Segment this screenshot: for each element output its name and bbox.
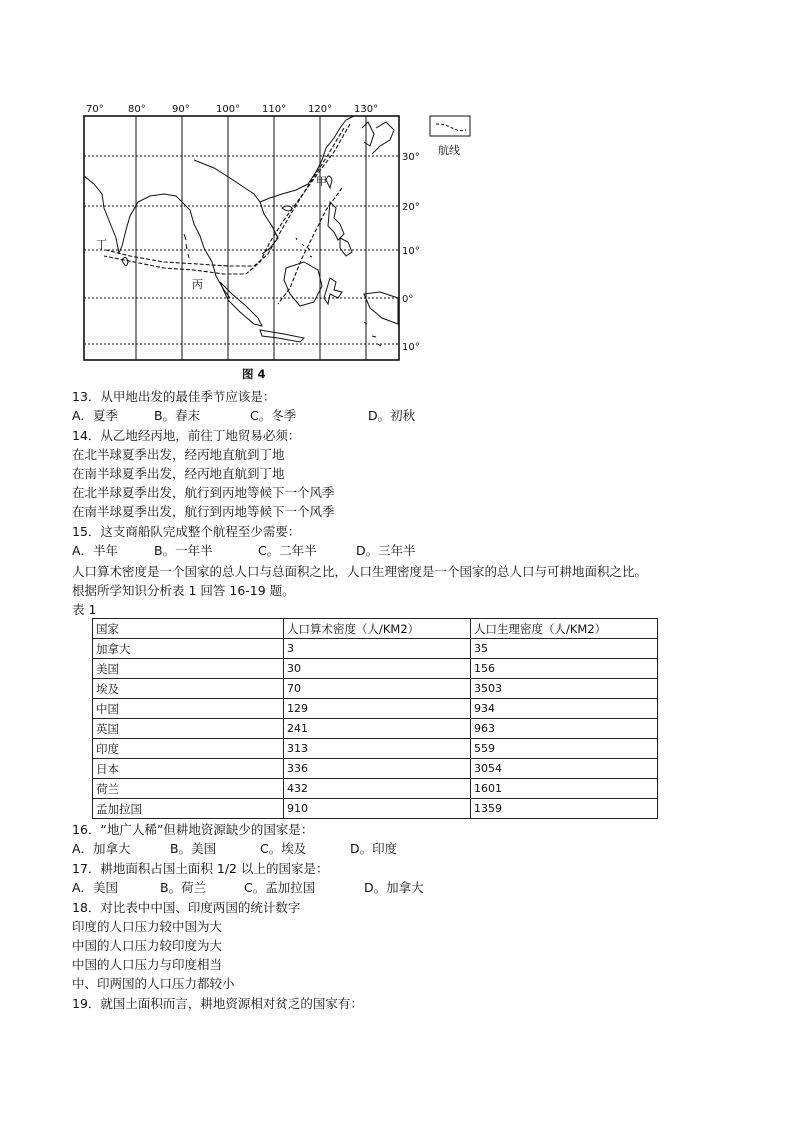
table-header: 人口生理密度（人/KM2） — [471, 619, 658, 639]
country-cell: 印度 — [93, 739, 284, 759]
question-16: 16．“地广人稀”但耕地资源缺少的国家是： — [72, 822, 314, 837]
option: C。孟加拉国 — [244, 880, 316, 895]
option: C。埃及 — [260, 841, 307, 856]
option: A．加拿大 — [72, 841, 131, 856]
arith-density-cell: 3 — [284, 639, 471, 659]
table-row — [93, 679, 658, 699]
parallel-lines — [84, 156, 399, 344]
question-16-options — [72, 840, 397, 858]
country-cell: 埃及 — [93, 679, 284, 699]
arith-density-cell: 241 — [284, 719, 471, 739]
arith-density-cell: 30 — [284, 659, 471, 679]
question-14: 14．从乙地经丙地，前往丁地贸易必须： — [72, 428, 301, 443]
physio-density-cell: 35 — [471, 639, 658, 659]
population-density-table — [92, 618, 658, 819]
lon-label: 130° — [354, 104, 379, 115]
country-cell: 中国 — [93, 699, 284, 719]
choice: 中、印两国的人口压力都较小 — [72, 976, 235, 991]
question-13: 13．从甲地出发的最佳季节应该是： — [72, 389, 276, 404]
table-row — [93, 719, 658, 739]
table-header-row — [93, 619, 658, 639]
physio-density-cell: 934 — [471, 699, 658, 719]
question-13-options — [72, 407, 415, 425]
physio-density-cell: 3503 — [471, 679, 658, 699]
country-cell: 荷兰 — [93, 779, 284, 799]
route-map-figure — [64, 98, 484, 383]
option: C。二年半 — [258, 543, 317, 558]
arith-density-cell: 910 — [284, 799, 471, 819]
option: B。美国 — [170, 841, 217, 856]
table-row — [93, 659, 658, 679]
table-label: 表 1 — [72, 602, 97, 617]
country-cell: 美国 — [93, 659, 284, 679]
table-header: 国家 — [93, 619, 284, 639]
country-cell: 孟加拉国 — [93, 799, 284, 819]
table-row — [93, 699, 658, 719]
option: A．半年 — [72, 543, 119, 558]
option: D。印度 — [350, 841, 398, 856]
lat-label: 10° — [402, 246, 420, 257]
choice: 在南半球夏季出发，航行到丙地等候下一个风季 — [72, 504, 335, 519]
lon-label: 110° — [262, 104, 287, 115]
choice: 在北半球夏季出发，经丙地直航到丁地 — [72, 447, 285, 462]
place-label-jia: 甲 — [316, 175, 327, 188]
arith-density-cell: 129 — [284, 699, 471, 719]
option: A．美国 — [72, 880, 119, 895]
physio-density-cell: 156 — [471, 659, 658, 679]
meridian-lines — [136, 116, 366, 360]
arith-density-cell: 313 — [284, 739, 471, 759]
question-17-options — [72, 879, 424, 897]
physio-density-cell: 3054 — [471, 759, 658, 779]
lon-label: 120° — [308, 104, 333, 115]
table-row — [93, 739, 658, 759]
route-line — [104, 124, 350, 304]
choice: 中国的人口压力与印度相当 — [72, 957, 223, 972]
question-19: 19．就国土面积而言，耕地资源相对贫乏的国家有： — [72, 996, 363, 1011]
lat-label: 20° — [402, 202, 420, 213]
option: D。加拿大 — [364, 880, 424, 895]
country-cell: 加拿大 — [93, 639, 284, 659]
option: B。一年半 — [154, 543, 213, 558]
table-row — [93, 799, 658, 819]
lat-label: 10° — [402, 342, 420, 353]
physio-density-cell: 559 — [471, 739, 658, 759]
physio-density-cell: 1359 — [471, 799, 658, 819]
physio-density-cell: 1601 — [471, 779, 658, 799]
question-15: 15．这支商船队完成整个航程至少需要： — [72, 524, 301, 539]
arith-density-cell: 432 — [284, 779, 471, 799]
table-row — [93, 639, 658, 659]
coastline — [84, 116, 398, 346]
legend-box — [430, 116, 470, 136]
choice: 在南半球夏季出发，经丙地直航到丁地 — [72, 466, 285, 481]
lon-label: 100° — [216, 104, 241, 115]
legend-label: 航线 — [438, 144, 460, 157]
map-frame — [84, 116, 399, 360]
option: B。荷兰 — [160, 880, 207, 895]
option: D。初秋 — [368, 408, 416, 423]
question-15-options — [72, 542, 416, 560]
lon-label: 70° — [86, 104, 104, 115]
lon-label: 90° — [172, 104, 190, 115]
arith-density-cell: 336 — [284, 759, 471, 779]
country-cell: 日本 — [93, 759, 284, 779]
place-label-ding: 丁 — [96, 238, 107, 251]
lat-label: 0° — [402, 294, 414, 305]
choice: 印度的人口压力较中国为大 — [72, 919, 223, 934]
map-caption: 图 4 — [242, 367, 266, 381]
intro-line-2: 根据所学知识分析表 1 回答 16-19 题。 — [72, 583, 295, 598]
option: B。春末 — [154, 408, 201, 423]
lon-label: 80° — [128, 104, 146, 115]
table-row — [93, 779, 658, 799]
physio-density-cell: 963 — [471, 719, 658, 739]
intro-line-1: 人口算术密度是一个国家的总人口与总面积之比，人口生理密度是一个国家的总人口与可耕地面积之比。 — [72, 564, 648, 579]
option: A．夏季 — [72, 408, 119, 423]
country-cell: 英国 — [93, 719, 284, 739]
option: C。冬季 — [250, 408, 297, 423]
question-17: 17．耕地面积占国土面积 1/2 以上的国家是： — [72, 861, 329, 876]
option: D。三年半 — [356, 543, 416, 558]
arith-density-cell: 70 — [284, 679, 471, 699]
choice: 在北半球夏季出发，航行到丙地等候下一个风季 — [72, 485, 335, 500]
place-label-bing: 丙 — [192, 278, 203, 291]
question-18: 18．对比表中中国、印度两国的统计数字 — [72, 900, 301, 915]
table-header: 人口算术密度（人/KM2） — [284, 619, 471, 639]
choice: 中国的人口压力较印度为大 — [72, 938, 223, 953]
legend-route-sample — [436, 124, 466, 131]
lat-label: 30° — [402, 152, 420, 163]
table-row — [93, 759, 658, 779]
